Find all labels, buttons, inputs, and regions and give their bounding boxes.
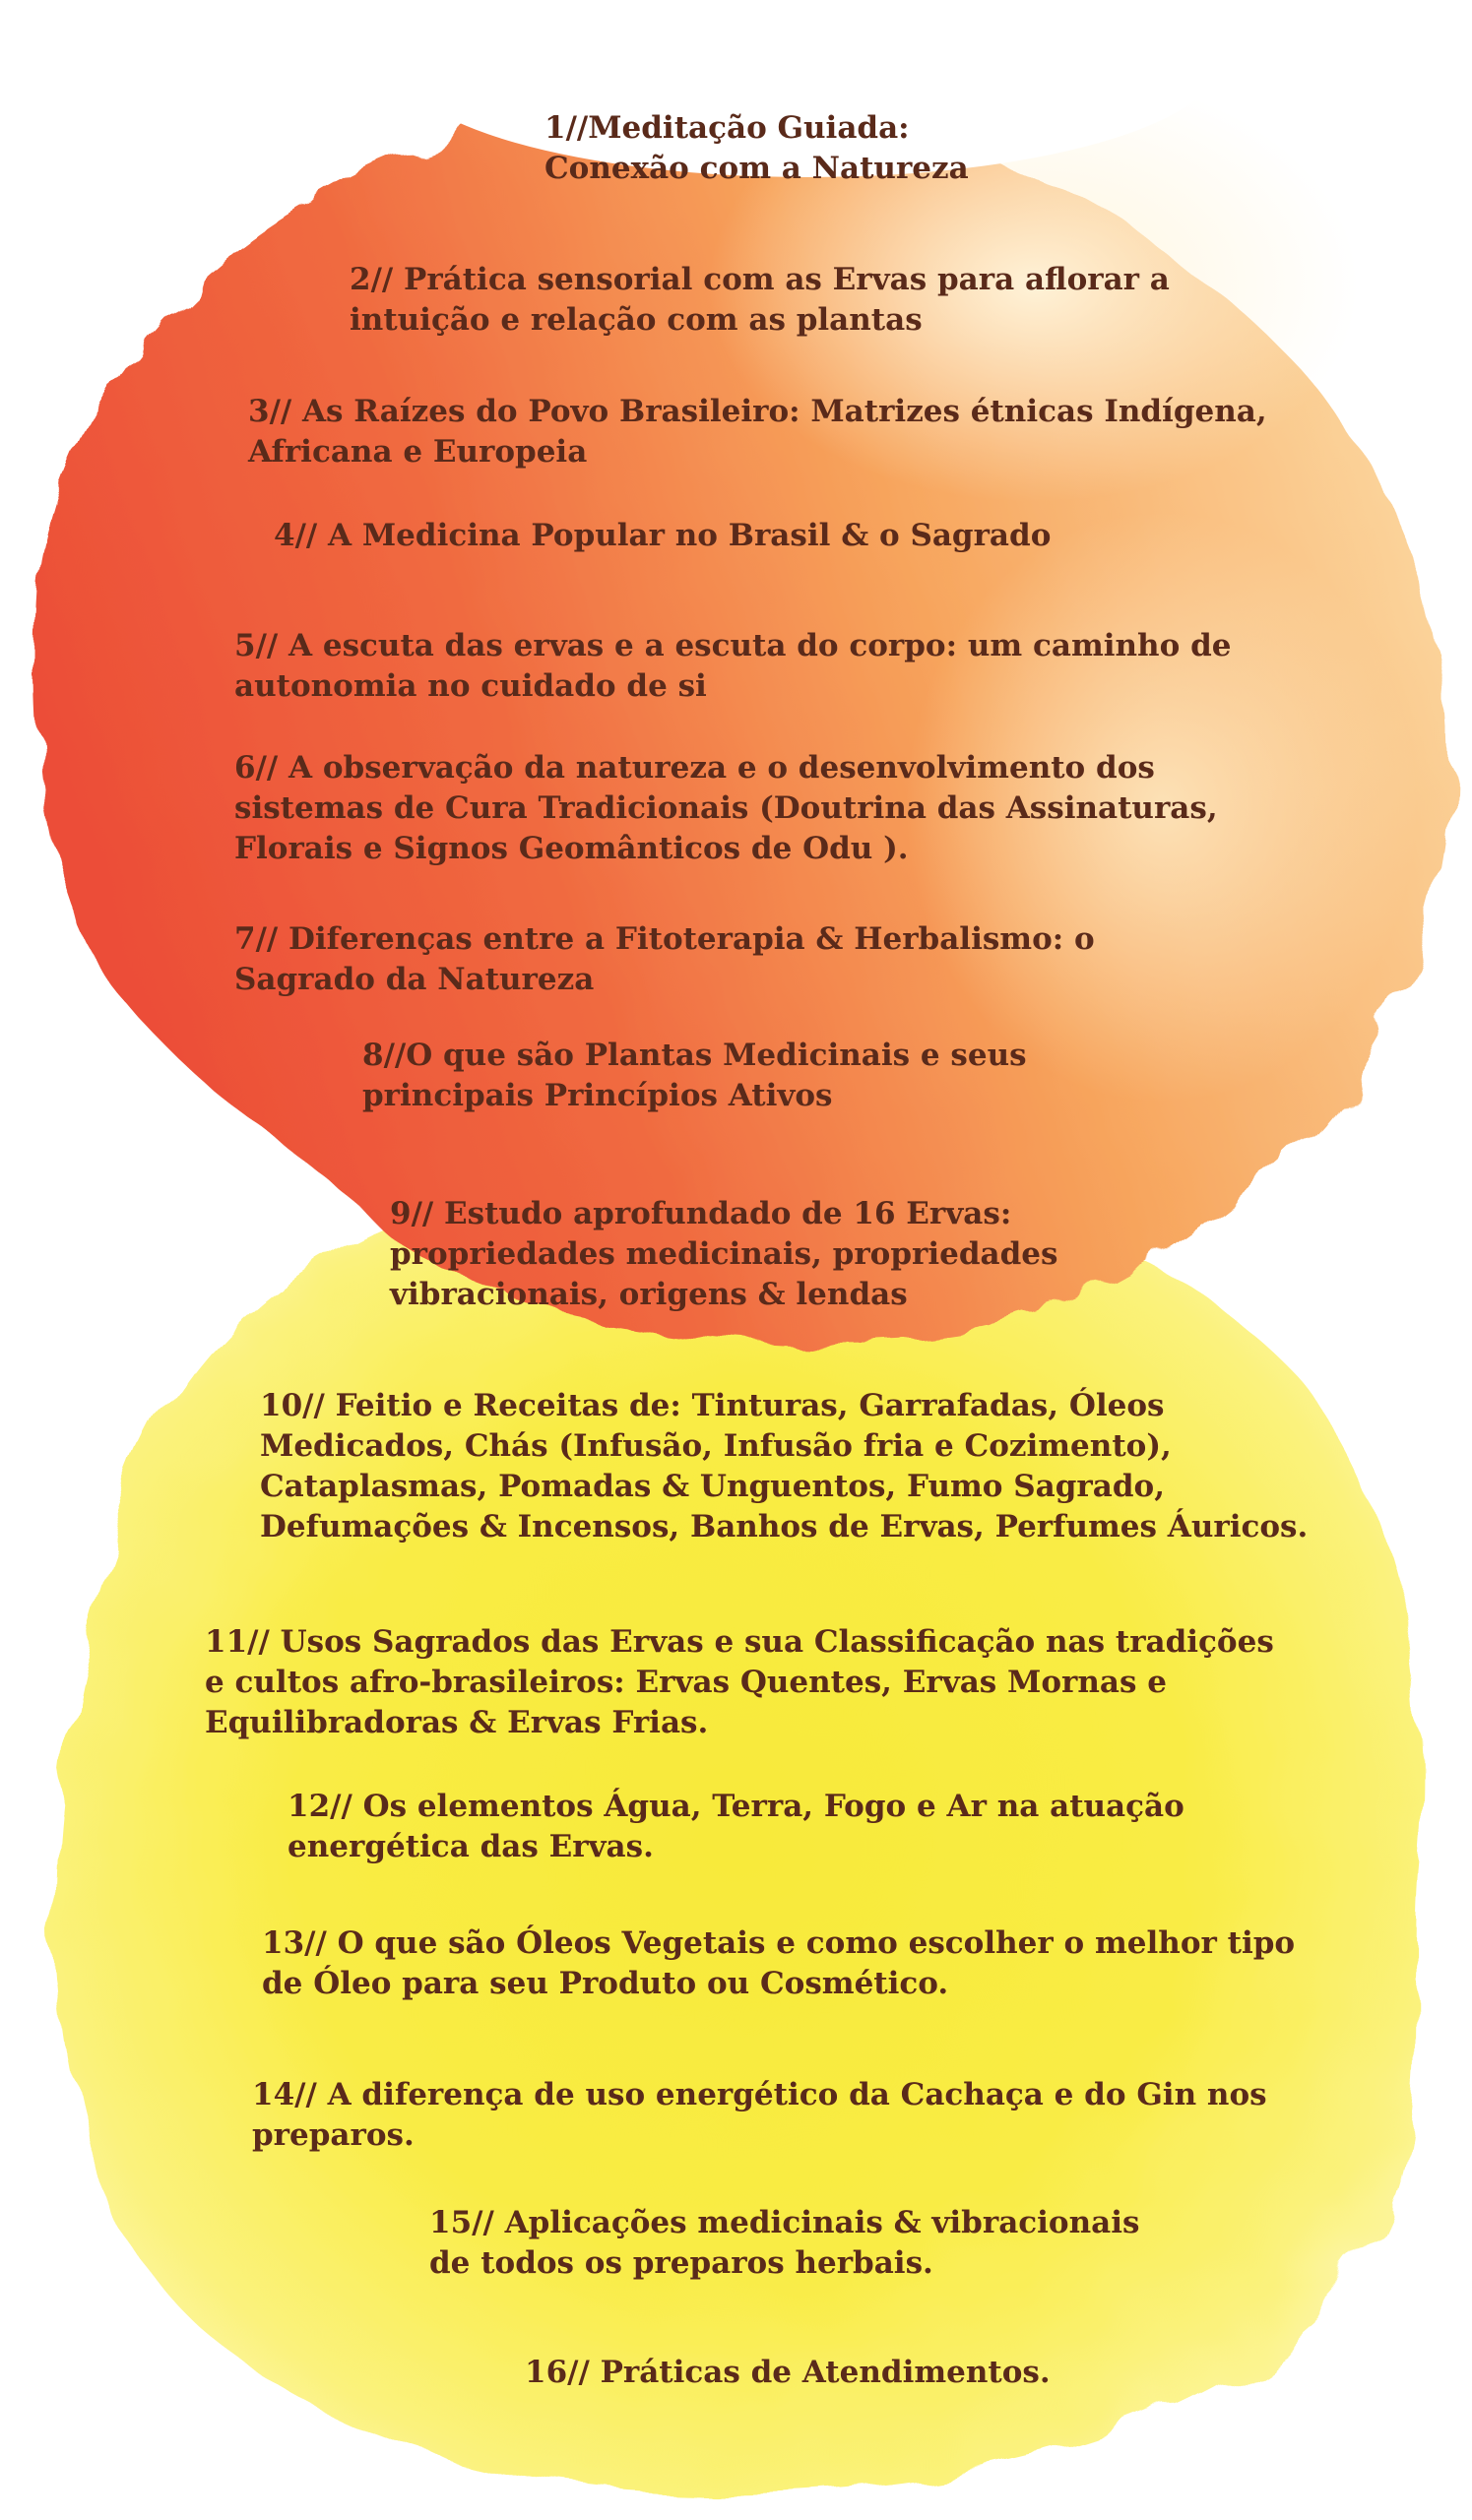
topic-item-6: [234, 748, 1218, 869]
topic-item-16: [525, 2353, 1051, 2393]
topic-2-line-1: 2// Prática sensorial com as Ervas para aflorar a: [350, 262, 1170, 297]
topic-10-line-4: Defumações & Incensos, Banhos de Ervas, Perfumes Áuricos.: [260, 1509, 1309, 1544]
topic-5-line-2: autonomia no cuidado de si: [234, 668, 707, 704]
topic-12-line-2: energética das Ervas.: [288, 1829, 654, 1864]
topic-item-3: [248, 392, 1267, 472]
topic-8-line-2: principais Princípios Ativos: [362, 1078, 833, 1113]
topic-16-line-1: 16// Práticas de Atendimentos.: [525, 2355, 1051, 2390]
topic-item-8: [362, 1036, 1027, 1116]
topic-15-line-1: 15// Aplicações medicinais & vibracionais: [429, 2205, 1140, 2240]
topic-11-line-1: 11// Usos Sagrados das Ervas e sua Classificação nas tradições: [205, 1624, 1274, 1660]
topic-3-line-2: Africana e Europeia: [248, 434, 588, 470]
topic-9-line-2: propriedades medicinais, propriedades: [390, 1236, 1058, 1272]
topic-item-12: [288, 1787, 1184, 1867]
topic-10-line-2: Medicados, Chás (Infusão, Infusão fria e Cozimento),: [260, 1428, 1172, 1464]
topic-6-line-2: sistemas de Cura Tradicionais (Doutrina das Assinaturas,: [234, 790, 1218, 826]
topic-item-14: [252, 2075, 1267, 2156]
topic-5-line-1: 5// A escuta das ervas e a escuta do corpo: um caminho de: [234, 628, 1232, 663]
topic-item-11: [205, 1622, 1274, 1743]
topic-13-line-2: de Óleo para seu Produto ou Cosmético.: [262, 1966, 949, 2001]
topic-item-13: [262, 1923, 1295, 2004]
topic-4-line-1: 4// A Medicina Popular no Brasil & o Sagrado: [274, 518, 1052, 553]
topic-6-line-3: Florais e Signos Geomânticos de Odu ).: [234, 831, 909, 866]
topic-1-line-2: Conexão com a Natureza: [544, 151, 969, 186]
topic-14-line-1: 14// A diferença de uso energético da Cachaça e do Gin nos: [252, 2077, 1267, 2112]
topic-item-9: [390, 1194, 1057, 1315]
topic-7-line-1: 7// Diferenças entre a Fitoterapia & Herbalismo: o: [234, 921, 1095, 957]
topic-6-line-1: 6// A observação da natureza e o desenvolvimento dos: [234, 750, 1155, 786]
topic-9-line-1: 9// Estudo aprofundado de 16 Ervas:: [390, 1196, 1012, 1231]
topic-item-4: [274, 516, 1051, 556]
topic-2-line-2: intuição e relação com as plantas: [350, 302, 923, 338]
topic-15-line-2: de todos os preparos herbais.: [429, 2245, 933, 2281]
topic-13-line-1: 13// O que são Óleos Vegetais e como escolher o melhor tipo: [262, 1925, 1296, 1961]
topic-9-line-3: vibracionais, origens & lendas: [390, 1277, 908, 1312]
topic-item-1: [544, 108, 969, 189]
topic-item-15: [429, 2203, 1139, 2284]
topic-8-line-1: 8//O que são Plantas Medicinais e seus: [362, 1038, 1027, 1073]
topic-item-2: [350, 260, 1170, 341]
topic-11-line-3: Equilibradoras & Ervas Frias.: [205, 1705, 709, 1740]
topic-10-line-1: 10// Feitio e Receitas de: Tinturas, Garrafadas, Óleos: [260, 1388, 1165, 1423]
topic-11-line-2: e cultos afro-brasileiros: Ervas Quentes, Ervas Mornas e: [205, 1665, 1167, 1700]
topic-item-10: [260, 1386, 1308, 1547]
topic-item-5: [234, 626, 1231, 707]
topic-1-line-1: 1//Meditação Guiada:: [544, 110, 910, 146]
topic-10-line-3: Cataplasmas, Pomadas & Unguentos, Fumo Sagrado,: [260, 1469, 1165, 1504]
topic-12-line-1: 12// Os elementos Água, Terra, Fogo e Ar na atuação: [288, 1789, 1184, 1824]
topic-item-7: [234, 919, 1095, 1000]
topic-7-line-2: Sagrado da Natureza: [234, 962, 595, 997]
topic-14-line-2: preparos.: [252, 2117, 415, 2153]
topic-3-line-1: 3// As Raízes do Povo Brasileiro: Matrizes étnicas Indígena,: [248, 394, 1267, 429]
